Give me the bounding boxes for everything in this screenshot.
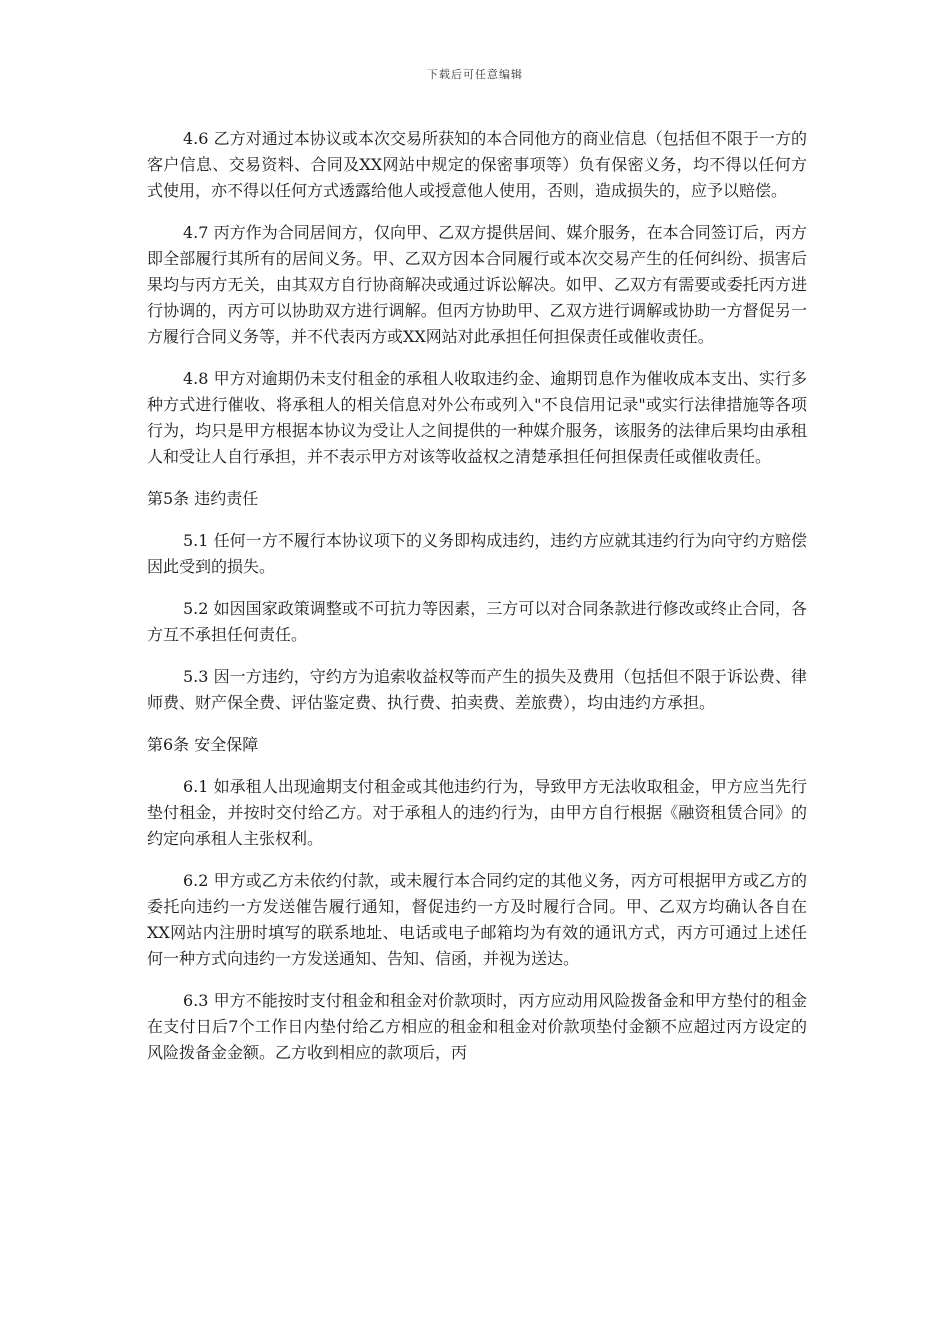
section-heading-6: 第6条 安全保障 — [147, 735, 259, 754]
clause-5-1: 5.1 任何一方不履行本协议项下的义务即构成违约，违约方应就其违约行为向守约方赔偿因此受到的损失。 — [147, 531, 807, 576]
clause-4-6: 4.6 乙方对通过本协议或本次交易所获知的本合同他方的商业信息（包括但不限于一方的客户信息、交易资料、合同及XX网站中规定的保密事项等）负有保密义务，均不得以任何方式使用，亦不得以任何方式透露给他人或授意他人使用，否则，造成损失的，应予以赔偿。 — [147, 129, 807, 200]
clause-4-8: 4.8 甲方对逾期仍未支付租金的承租人收取违约金、逾期罚息作为催收成本支出、实行多种方式进行催收、将承租人的相关信息对外公布或列入"不良信用记录"或实行法律措施等各项行为，均只是甲方根据本协议为受让人之间提供的一种媒介服务，该服务的法律后果均由承租人和受让人自行承担，并不表示甲方对该等收益权之清楚承担任何担保责任或催收责任。 — [147, 369, 807, 466]
clause-6-3: 6.3 甲方不能按时支付租金和租金对价款项时，丙方应动用风险拨备金和甲方垫付的租金在支付日后7个工作日内垫付给乙方相应的租金和租金对价款项垫付金额不应超过丙方设定的风险拨备金金额。乙方收到相应的款项后，丙 — [147, 991, 807, 1062]
clause-5-3: 5.3 因一方违约，守约方为追索收益权等而产生的损失及费用（包括但不限于诉讼费、律师费、财产保全费、评估鉴定费、执行费、拍卖费、差旅费），均由违约方承担。 — [147, 667, 807, 712]
clause-5-2: 5.2 如因国家政策调整或不可抗力等因素，三方可以对合同条款进行修改或终止合同，各方互不承担任何责任。 — [147, 599, 807, 644]
section-heading-5: 第5条 违约责任 — [147, 489, 259, 508]
clause-6-1: 6.1 如承租人出现逾期支付租金或其他违约行为，导致甲方无法收取租金，甲方应当先行垫付租金，并按时交付给乙方。对于承租人的违约行为，由甲方自行根据《融资租赁合同》的约定向承租人主张权利。 — [147, 777, 807, 848]
page-header-note: 下载后可任意编辑 — [427, 68, 523, 81]
document-body — [147, 126, 807, 1082]
clause-4-7: 4.7 丙方作为合同居间方，仅向甲、乙双方提供居间、媒介服务，在本合同签订后，丙方即全部履行其所有的居间义务。甲、乙双方因本合同履行或本次交易产生的任何纠纷、损害后果均与丙方无关，由其双方自行协商解决或通过诉讼解决。如甲、乙双方有需要或委托丙方进行协调的，丙方可以协助双方进行调解。但丙方协助甲、乙双方进行调解或协助一方督促另一方履行合同义务等，并不代表丙方或XX网站对此承担任何担保责任或催收责任。 — [147, 223, 807, 346]
clause-6-2: 6.2 甲方或乙方未依约付款，或未履行本合同约定的其他义务，丙方可根据甲方或乙方的委托向违约一方发送催告履行通知，督促违约一方及时履行合同。甲、乙双方均确认各自在XX网站内注册时填写的联系地址、电话或电子邮箱均为有效的通讯方式，丙方可通过上述任何一种方式向违约一方发送通知、告知、信函，并视为送达。 — [147, 871, 807, 968]
